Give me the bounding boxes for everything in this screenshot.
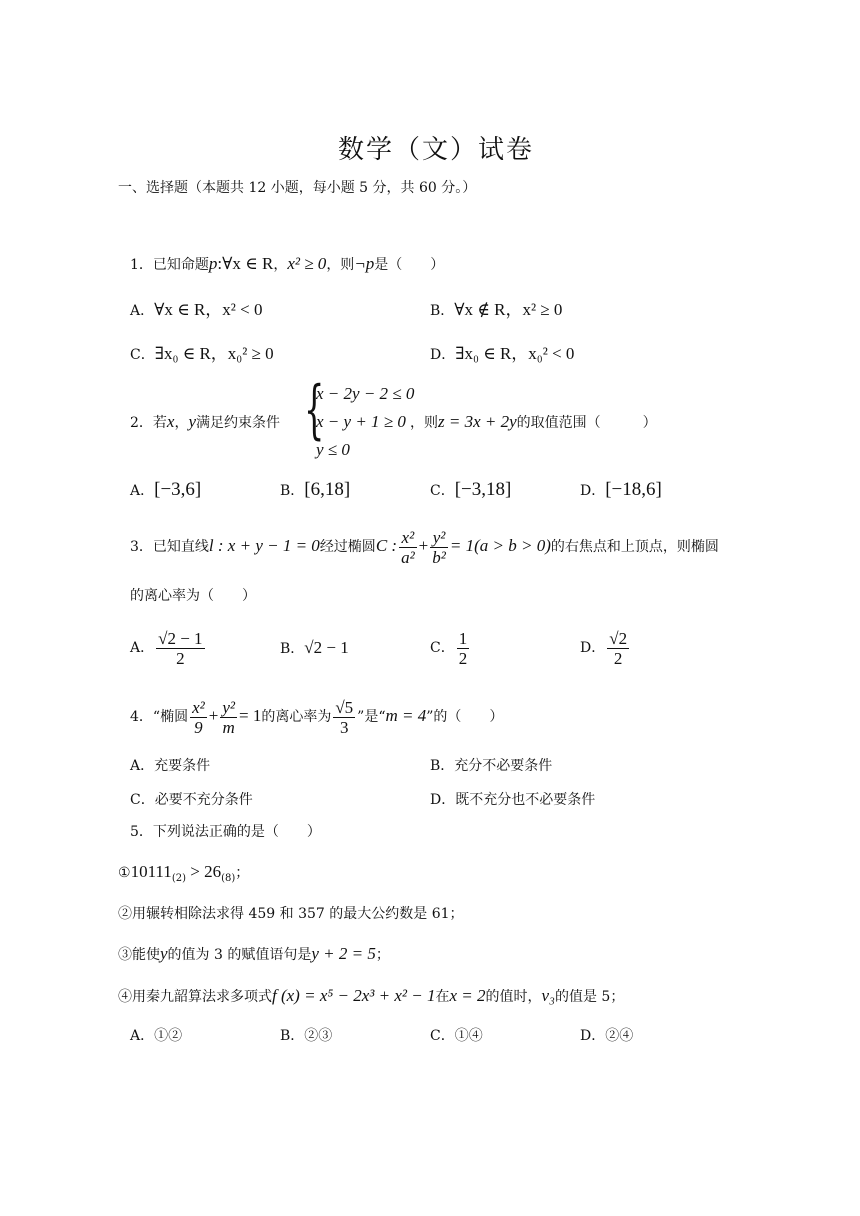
q4-rhs: = 1 (238, 706, 262, 725)
q2-constraint-system (304, 373, 415, 464)
question-2-stem-right (410, 412, 657, 433)
question-5-stem: 5．下列说法正确的是（ ） (130, 824, 321, 840)
q2-option-a-math: [−3,6] (154, 479, 202, 500)
q3-mid-text: 经过椭圆 (319, 539, 376, 555)
q5-statement-2: ②用辗转相除法求得 459 和 357 的最大公约数是 61； (118, 906, 464, 922)
q2-post-text: 的取值范围（ ） (516, 415, 657, 431)
q4-frac-x-num: x² (192, 697, 205, 717)
q5-option-b[interactable] (280, 1026, 332, 1046)
q3-post-text: 的右焦点和上顶点，则椭圆 (550, 539, 719, 555)
q4-frac-e-num: √5 (335, 697, 354, 717)
q3-option-a[interactable] (130, 628, 207, 668)
q5-s1-octal: > 26 (185, 862, 222, 881)
q1-option-d[interactable] (430, 344, 574, 365)
q5-statement-4 (118, 986, 624, 1007)
q1-option-b[interactable] (430, 300, 562, 321)
q2-option-b-math: [6,18] (304, 479, 351, 500)
q5-option-b-text: ②③ (304, 1028, 333, 1044)
q5-option-d-text: ②④ (605, 1028, 634, 1044)
q3-frac-y (430, 528, 448, 567)
q2-constraint-2: x − y + 1 ≥ 0 (316, 412, 406, 431)
q3-frac-x-den: a² (401, 547, 415, 567)
q5-option-c-text: ①④ (454, 1028, 483, 1044)
q1-pre-text: 1．已知命题 (130, 257, 209, 273)
q2-option-a-letter: A． (130, 483, 155, 499)
q1-mid-text: ，则 (326, 257, 355, 273)
q5-s4-x-math: x = 2 (449, 986, 486, 1005)
q5-s4-end: 的值是 5； (554, 989, 625, 1005)
q3-option-d-num: √2 (609, 628, 628, 648)
q2-x-math: x (166, 412, 175, 431)
q2-option-d-letter: D． (580, 483, 606, 499)
q4-mid2-text: ”是“ (357, 709, 386, 725)
q1-option-c-math: ∃x₀ ∈ R，x₀² ≥ 0 (154, 344, 274, 363)
q1-notp-math: ¬p (354, 254, 375, 273)
q2-option-b-letter: B． (280, 483, 305, 499)
q4-option-d-letter: D． (430, 792, 456, 808)
q3-option-d-frac (607, 629, 629, 668)
q2-pre-text: 2．若 (130, 415, 167, 431)
q3-option-b[interactable] (280, 638, 349, 659)
q3-option-b-letter: B． (280, 641, 305, 657)
q5-s3-mid: 的值为 3 的赋值语句是 (167, 947, 312, 963)
q4-option-c[interactable] (130, 790, 253, 810)
q5-s1-octal-base: (8) (221, 872, 236, 884)
q5-s3-assign-math: y + 2 = 5 (311, 944, 376, 963)
q1-sep: ， (273, 257, 288, 273)
q4-frac-y-num: y² (222, 697, 235, 717)
q3-option-c-frac (457, 629, 470, 668)
q3-ellipse-rhs: = 1(a > b > 0) (449, 536, 551, 555)
q3-frac-y-num: y² (430, 528, 448, 548)
q4-frac-e-den: 3 (340, 717, 349, 737)
q2-option-c-letter: C． (430, 483, 455, 499)
q3-frac-y-den: b² (432, 547, 446, 567)
question-2-stem-left (130, 412, 280, 433)
q2-constraint-1: x − 2y − 2 ≤ 0 (316, 384, 415, 403)
q2-objective-math: z = 3x + 2y (438, 412, 517, 431)
page-title: 数学（文）试卷 (338, 135, 535, 165)
q3-option-c-letter: C． (430, 640, 455, 656)
q1-post-text: 是（ ） (374, 257, 445, 273)
q5-s4-mid2: 的值时， (485, 989, 542, 1005)
q5-s3-end: ； (375, 947, 390, 963)
q3-option-d[interactable] (580, 628, 631, 668)
q4-option-c-letter: C． (130, 792, 155, 808)
q1-ineq-math: x² ≥ 0 (287, 254, 327, 273)
q1-option-d-math: ∃x₀ ∈ R，x₀² < 0 (455, 344, 575, 363)
question-3-stem (130, 524, 719, 569)
q1-option-d-letter: D． (430, 347, 456, 363)
q4-m-math: m = 4 (385, 706, 427, 725)
q3-frac-x (399, 528, 417, 567)
q5-option-c-letter: C． (430, 1028, 455, 1044)
q2-option-c[interactable] (430, 480, 511, 501)
q3-option-a-num: √2 − 1 (158, 628, 203, 648)
q5-option-d-letter: D． (580, 1028, 606, 1044)
q1-option-a-letter: A． (130, 303, 155, 319)
q1-option-a-math: ∀x ∈ R，x² < 0 (154, 300, 263, 319)
q1-option-c-letter: C． (130, 347, 155, 363)
q1-p-math: p (208, 254, 218, 273)
q5-s3-pre: ③能使 (118, 947, 160, 963)
q2-option-c-math: [−3,18] (454, 479, 512, 500)
q3-option-c-num: 1 (458, 628, 468, 648)
q5-s4-poly-math: f (x) = x⁵ − 2x³ + x² − 1 (272, 986, 436, 1005)
q4-frac-x-den: 9 (194, 717, 203, 737)
q3-option-c-den: 2 (458, 648, 468, 668)
q4-option-a[interactable] (130, 756, 210, 776)
q4-plus: + (208, 706, 219, 725)
q1-option-a[interactable] (130, 300, 263, 321)
q4-frac-y (220, 698, 237, 737)
q5-statement-3 (118, 944, 390, 965)
q3-ellipse-name: C : (375, 536, 398, 555)
q3-line-math: l : x + y − 1 = 0 (208, 536, 320, 555)
q1-domain-math: :∀x ∈ R (217, 254, 274, 273)
question-3-stem-line2: 的离心率为（ ） (130, 588, 256, 604)
q2-comma: ， (174, 415, 189, 431)
q5-s1-binary-base: (2) (171, 872, 186, 884)
q2-option-d[interactable] (580, 480, 662, 501)
q4-option-d-text: 既不充分也不必要条件 (455, 792, 596, 808)
q3-option-d-den: 2 (613, 648, 623, 668)
q5-option-d[interactable] (580, 1026, 633, 1046)
q3-pre-text: 3．已知直线 (130, 539, 209, 555)
q3-option-a-den: 2 (176, 648, 185, 668)
q4-frac-e (333, 698, 355, 737)
q4-frac-y-den: m (222, 717, 235, 737)
q4-option-d[interactable] (430, 790, 595, 810)
q5-s3-y-math: y (160, 944, 168, 963)
q5-s4-mid: 在 (435, 989, 450, 1005)
q3-option-b-math: √2 − 1 (304, 638, 349, 657)
q4-option-b-letter: B． (430, 758, 455, 774)
q4-option-b-text: 充分不必要条件 (454, 758, 553, 774)
q5-option-a-letter: A． (130, 1028, 155, 1044)
q5-s1-end: ； (235, 865, 250, 881)
q5-s1-marker: ① (118, 865, 131, 881)
q4-frac-x (190, 698, 207, 737)
q5-statement-1 (118, 862, 249, 889)
q3-option-c[interactable] (430, 628, 471, 668)
q4-pre-text: 4．“椭圆 (130, 709, 189, 725)
q4-option-a-text: 充要条件 (154, 758, 211, 774)
q3-frac-x-num: x² (399, 528, 417, 548)
q3-option-a-letter: A． (130, 640, 155, 656)
q4-post-text: ”的（ ） (426, 709, 504, 725)
q2-mid-text: 满足约束条件 (196, 415, 281, 431)
q4-mid-text: 的离心率为 (261, 709, 332, 725)
q3-option-a-frac (156, 629, 204, 668)
q5-option-c[interactable] (430, 1026, 483, 1046)
q3-option-d-letter: D． (580, 640, 606, 656)
q4-option-c-text: 必要不充分条件 (154, 792, 253, 808)
q4-option-a-letter: A． (130, 758, 155, 774)
q2-constraint-3: y ≤ 0 (316, 440, 350, 459)
q1-option-b-math: ∀x ∉ R，x² ≥ 0 (454, 300, 563, 319)
q2-option-b[interactable] (280, 480, 350, 501)
q2-then-text: ，则 (410, 415, 438, 431)
q2-option-d-math: [−18,6] (605, 479, 662, 500)
q5-option-b-letter: B． (280, 1028, 305, 1044)
question-1-stem (130, 254, 444, 275)
section-heading: 一、选择题（本题共 12 小题，每小题 5 分，共 60 分。） (118, 180, 477, 196)
q5-s4-pre: ④用秦九韶算法求多项式 (118, 989, 272, 1005)
q2-left-brace: { (304, 373, 325, 447)
q5-s1-binary: 10111 (130, 862, 172, 881)
q2-option-a[interactable] (130, 480, 201, 501)
q1-option-c[interactable] (130, 344, 274, 365)
q4-option-b[interactable] (430, 756, 552, 776)
q5-s4-v3-math: v₃ (541, 986, 555, 1005)
q3-plus: + (418, 536, 429, 555)
q5-option-a-text: ①② (154, 1028, 183, 1044)
q1-option-b-letter: B． (430, 303, 455, 319)
question-4-stem (130, 694, 503, 739)
q2-y-math: y (188, 412, 197, 431)
q5-option-a[interactable] (130, 1026, 182, 1046)
